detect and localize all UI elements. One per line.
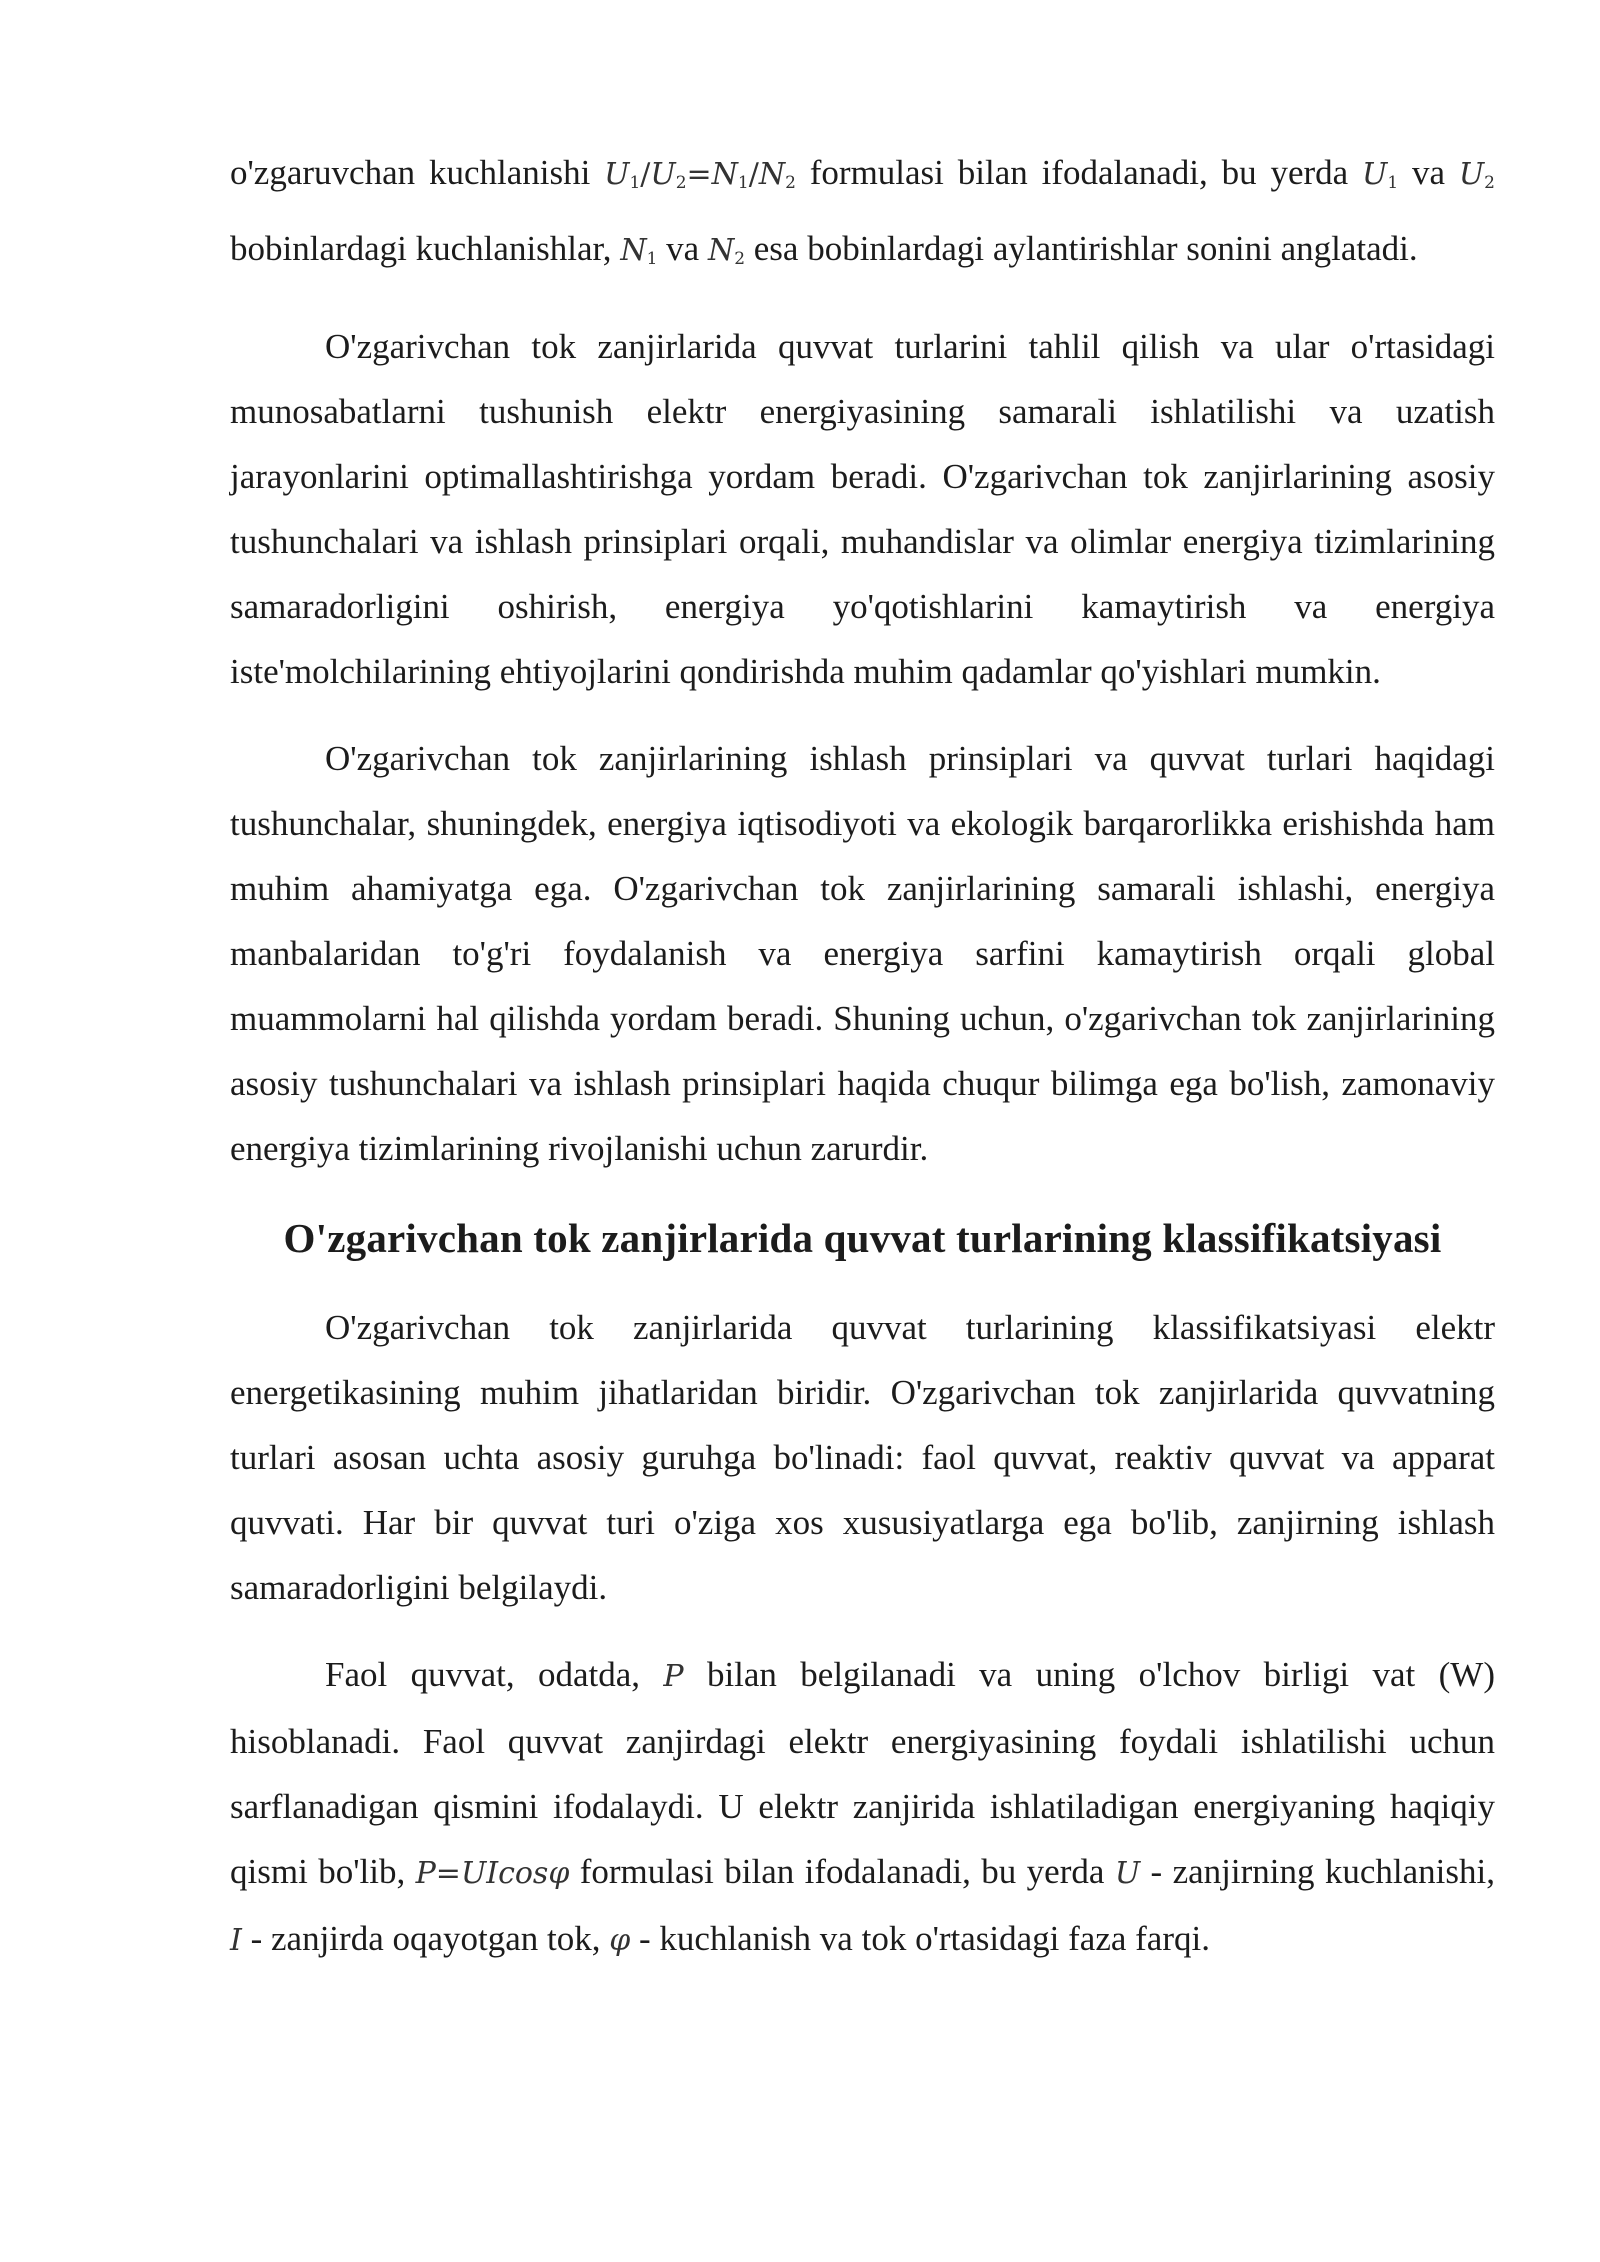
- math-expression: [663, 1659, 683, 1694]
- text-run: bilan belgilanadi va uning o'lchov birligi vat (W) hisoblanadi. Faol quvvat zanjirdagi elektr energiyasining foydali ishlatilishi uchun sarflanadigan qismini ifodalaydi. U elektr zanjirida ishlatiladigan energiyaning haqiqiy qismi bo'lib,: [230, 1655, 1495, 1891]
- math-variable: U: [1114, 1856, 1141, 1891]
- text-run: - zanjirda oqayotgan tok,: [241, 1919, 610, 1958]
- math-variable: N: [758, 157, 786, 192]
- math-expression: [604, 157, 796, 192]
- math-expression: [1459, 157, 1495, 192]
- paragraph: [230, 140, 1495, 292]
- text-run: va: [657, 229, 708, 268]
- math-expression: [1115, 1856, 1140, 1891]
- math-expression: [416, 1856, 570, 1891]
- body-section-1: [230, 140, 1495, 1181]
- math-variable: U: [1458, 157, 1485, 192]
- math-subscript: 1: [629, 173, 641, 193]
- text-run: - zanjirning kuchlanishi,: [1140, 1852, 1495, 1891]
- body-section-2: [230, 1295, 1495, 1973]
- math-variable: N: [711, 157, 738, 192]
- math-variable: UIcosφ: [460, 1856, 570, 1891]
- text-run: formulasi bilan ifodalanadi, bu yerda: [795, 153, 1363, 192]
- math-variable: P: [415, 1856, 436, 1891]
- math-expression: [609, 1923, 630, 1958]
- paragraph: [230, 1295, 1495, 1620]
- math-variable: I: [230, 1923, 242, 1958]
- paragraph: [230, 726, 1495, 1181]
- math-variable: N: [620, 233, 647, 268]
- section-heading: O'zgarivchan tok zanjirlarida quvvat turlarining klassifikatsiyasi: [283, 1215, 1442, 1261]
- text-run: O'zgarivchan tok zanjirlarida quvvat turlarini tahlil qilish va ular o'rtasidagi munosabatlarni tushunish elektr energiyasining samarali ishlatilishi va uzatish jarayonlarini optimallashtirishga yordam beradi. O'zgarivchan tok zanjirlarining asosiy tushunchalari va ishlash prinsiplari orqali, muhandislar va olimlar energiya tizimlarining samaradorligini oshirish, energiya yo'qotishlarini kamaytirish va energiya iste'molchilarining ehtiyojlarini qondirishda muhim qadamlar qo'yishlari mumkin.: [230, 327, 1495, 691]
- math-operator: =: [686, 157, 712, 192]
- math-variable: U: [1362, 157, 1388, 192]
- math-expression: [708, 233, 745, 268]
- math-variable: N: [707, 233, 735, 268]
- math-subscript: 2: [785, 173, 796, 193]
- text-run: O'zgarivchan tok zanjirlarida quvvat turlarining klassifikatsiyasi elektr energetikasining muhim jihatlaridan biridir. O'zgarivchan tok zanjirlarida quvvatning turlari asosan uchta asosiy guruhga bo'linadi: faol quvvat, reaktiv quvvat va apparat quvvati. Har bir quvvat turi o'ziga xos xususiyatlarga ega bo'lib, zanjirning ishlash samaradorligini belgilaydi.: [230, 1308, 1495, 1607]
- math-operator: =: [435, 1856, 461, 1891]
- math-expression: [230, 1923, 242, 1958]
- text-run: esa bobinlardagi aylantirishlar sonini anglatadi.: [745, 229, 1418, 268]
- text-run: formulasi bilan ifodalanadi, bu yerda: [569, 1852, 1115, 1891]
- math-operator: /: [640, 157, 651, 192]
- text-run: o'zgaruvchan kuchlanishi: [230, 153, 605, 192]
- math-variable: U: [604, 157, 630, 192]
- math-subscript: 1: [1387, 173, 1399, 193]
- math-expression: [1362, 157, 1398, 192]
- text-run: - kuchlanish va tok o'rtasidagi faza farqi.: [630, 1919, 1210, 1958]
- text-run: va: [1398, 153, 1459, 192]
- text-run: Faol quvvat, odatda,: [325, 1655, 664, 1694]
- text-run: bobinlardagi kuchlanishlar,: [230, 229, 621, 268]
- math-variable: P: [663, 1659, 684, 1694]
- paragraph: [230, 1642, 1495, 1973]
- math-subscript: 2: [1484, 173, 1495, 193]
- math-subscript: 2: [675, 173, 687, 193]
- paragraph: [230, 314, 1495, 704]
- math-operator: /: [748, 157, 759, 192]
- math-expression: [620, 233, 657, 268]
- math-subscript: 1: [646, 249, 658, 269]
- document-page: [230, 140, 1495, 1995]
- math-variable: φ: [609, 1923, 631, 1958]
- math-subscript: 2: [734, 249, 746, 269]
- text-run: O'zgarivchan tok zanjirlarining ishlash prinsiplari va quvvat turlari haqidagi tushunchalar, shuningdek, energiya iqtisodiyoti va ekologik barqarorlikka erishishda ham muhim ahamiyatga ega. O'zgarivchan tok zanjirlarining samarali ishlashi, energiya manbalaridan to'g'ri foydalanish va energiya sarfini kamaytirish orqali global muammolarni hal qilishda yordam beradi. Shuning uchun, o'zgarivchan tok zanjirlarining asosiy tushunchalari va ishlash prinsiplari haqida chuqur bilimga ega bo'lish, zamonaviy energiya tizimlarining rivojlanishi uchun zarurdir.: [230, 739, 1495, 1168]
- math-variable: U: [650, 157, 676, 192]
- math-subscript: 1: [737, 173, 749, 193]
